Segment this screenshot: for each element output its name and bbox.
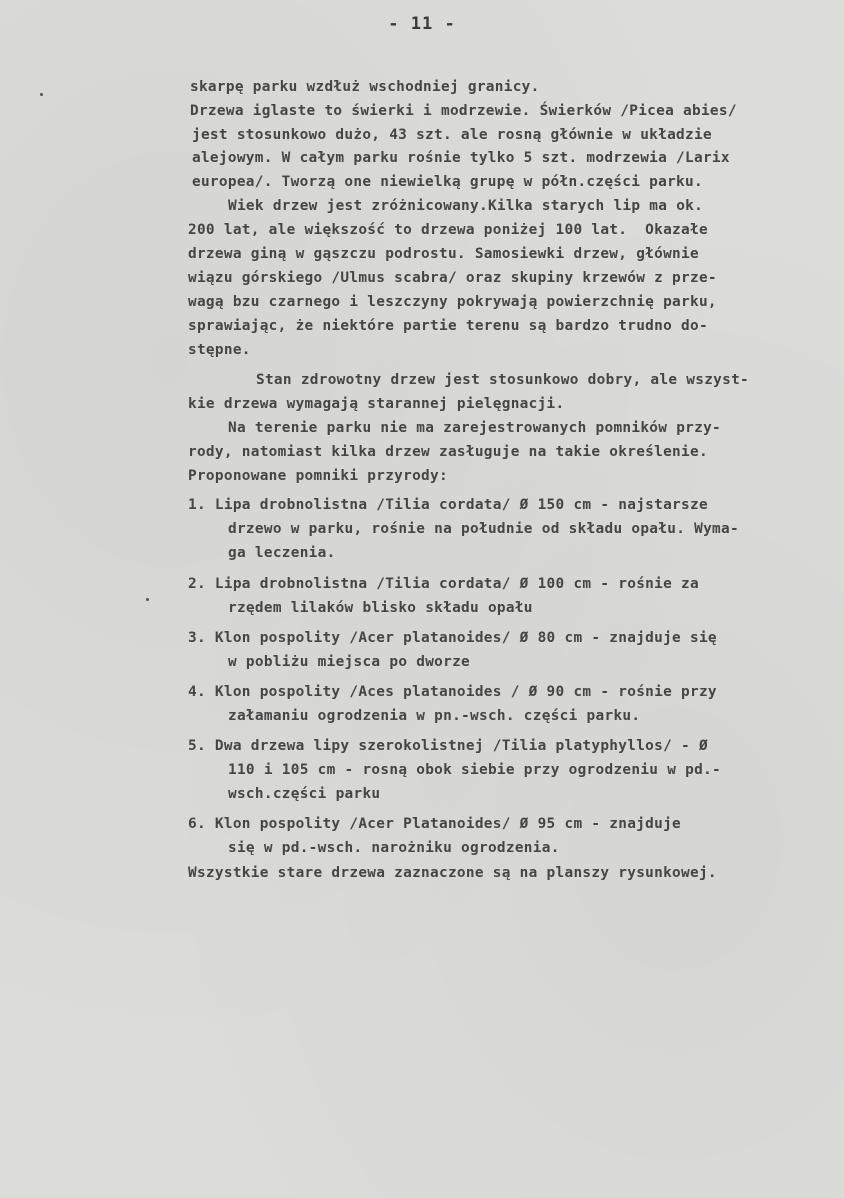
scan-speck xyxy=(146,598,149,601)
text-line: w pobliżu miejsca po dworze xyxy=(228,654,471,670)
text-line: alejowym. W całym parku rośnie tylko 5 szt. modrzewia /Larix xyxy=(192,150,730,166)
text-line: drzewa giną w gąszczu podrostu. Samosiewki drzew, głównie xyxy=(188,246,699,262)
text-line: 4. Klon pospolity /Aces platanoides / Ø 90 cm - rośnie przy xyxy=(188,684,717,700)
text-line: 2. Lipa drobnolistna /Tilia cordata/ Ø 100 cm - rośnie za xyxy=(188,576,699,592)
text-line: załamaniu ogrodzenia w pn.-wsch. części parku. xyxy=(228,708,641,724)
text-line: wiązu górskiego /Ulmus scabra/ oraz skupiny krzewów z prze- xyxy=(188,270,717,286)
text-line: 6. Klon pospolity /Acer Platanoides/ Ø 95 cm - znajduje xyxy=(188,816,682,832)
text-line: Na terenie parku nie ma zarejestrowanych pomników przy- xyxy=(228,420,722,436)
text-line: Wszystkie stare drzewa zaznaczone są na planszy rysunkowej. xyxy=(188,865,717,881)
text-line: Wiek drzew jest zróżnicowany.Kilka starych lip ma ok. xyxy=(228,198,704,214)
text-line: 1. Lipa drobnolistna /Tilia cordata/ Ø 150 cm - najstarsze xyxy=(188,497,708,513)
text-line: kie drzewa wymagają starannej pielęgnacji. xyxy=(188,396,565,412)
text-line: jest stosunkowo dużo, 43 szt. ale rosną głównie w układzie xyxy=(192,127,712,143)
text-line: Drzewa iglaste to świerki i modrzewie. Świerków /Picea abies/ xyxy=(190,103,737,119)
text-line: sprawiając, że niektóre partie terenu są bardzo trudno do- xyxy=(188,318,708,334)
text-line: Proponowane pomniki przyrody: xyxy=(188,468,448,484)
text-line: się w pd.-wsch. narożniku ogrodzenia. xyxy=(228,840,560,856)
page-number: - 11 - xyxy=(388,14,456,34)
text-line: stępne. xyxy=(188,342,251,358)
text-line: ga leczenia. xyxy=(228,545,336,561)
text-line: drzewo w parku, rośnie na południe od składu opału. Wyma- xyxy=(228,521,739,537)
scan-speck xyxy=(40,93,43,96)
text-line: wagą bzu czarnego i leszczyny pokrywają powierzchnię parku, xyxy=(188,294,717,310)
text-line: 5. Dwa drzewa lipy szerokolistnej /Tilia platyphyllos/ - Ø xyxy=(188,738,708,754)
text-line: 110 i 105 cm - rosną obok siebie przy ogrodzeniu w pd.- xyxy=(228,762,722,778)
text-line: 200 lat, ale większość to drzewa poniżej 100 lat. Okazałe xyxy=(188,222,708,238)
text-line: rody, natomiast kilka drzew zasługuje na takie określenie. xyxy=(188,444,708,460)
text-line: europea/. Tworzą one niewielką grupę w półn.części parku. xyxy=(192,174,703,190)
text-line: skarpę parku wzdłuż wschodniej granicy. xyxy=(190,79,540,95)
text-line: 3. Klon pospolity /Acer platanoides/ Ø 80 cm - znajduje się xyxy=(188,630,717,646)
text-line: Stan zdrowotny drzew jest stosunkowo dobry, ale wszyst- xyxy=(256,372,750,388)
text-line: wsch.części parku xyxy=(228,786,381,802)
text-line: rzędem lilaków blisko składu opału xyxy=(228,600,533,616)
